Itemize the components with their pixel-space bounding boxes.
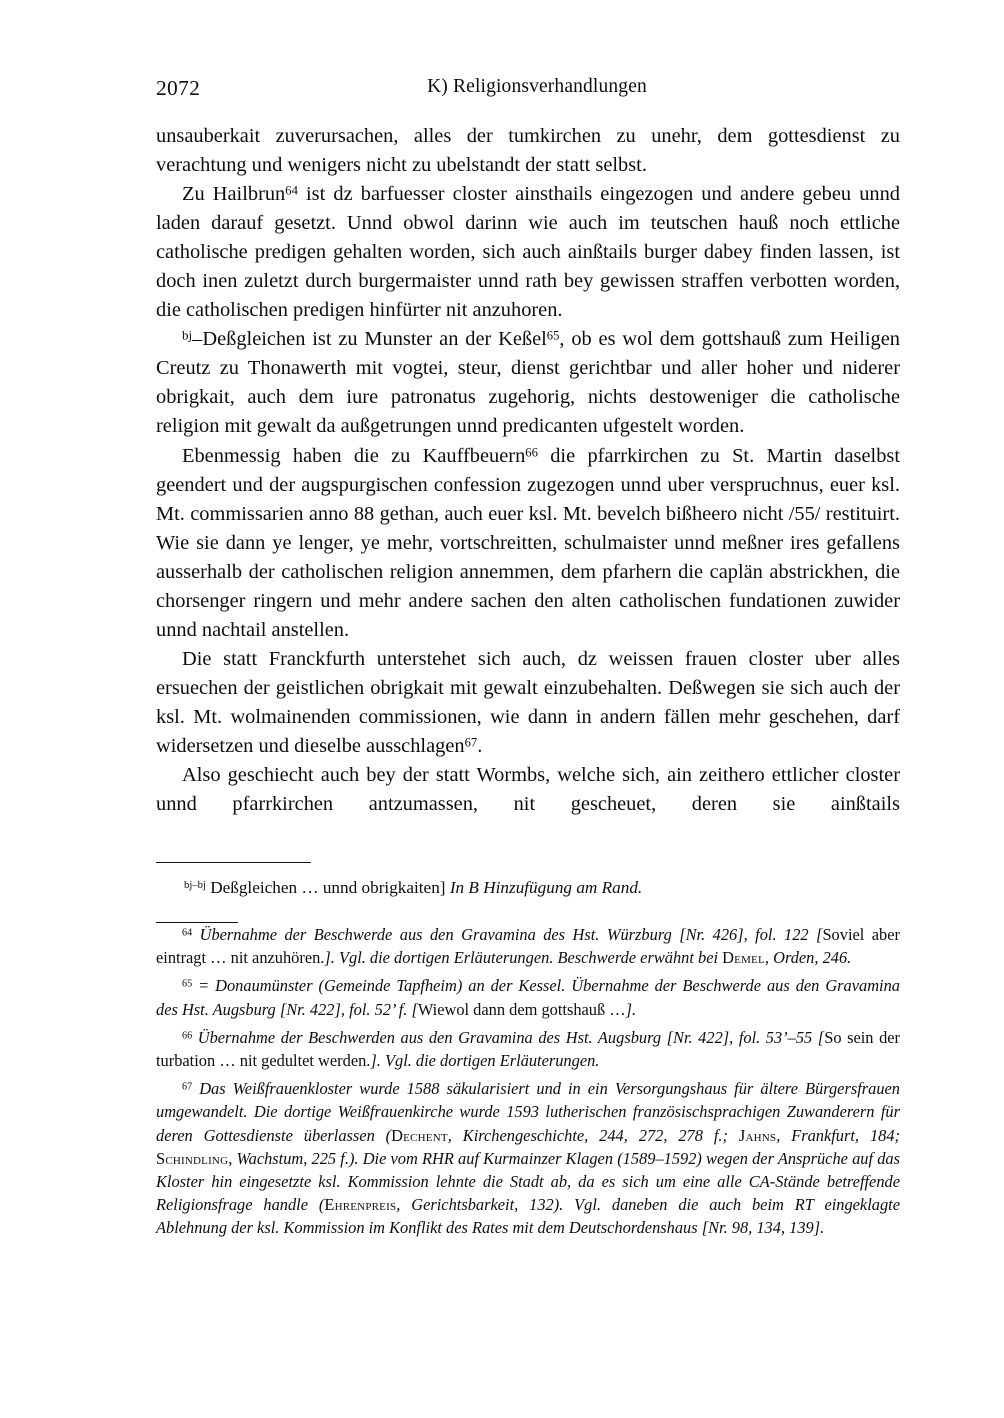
paragraph-text: Ebenmessig haben die zu Kauffbeuern (182, 444, 526, 467)
footnote-text-italic: , Gerichtsbarkeit, 132). Vgl. daneben die auch beim RT eingeklagte Ablehnung der ksl. Kommission im Konflikt des Rates mit dem Deutschordenshaus [Nr. 98, 134, 139]. (156, 1195, 900, 1238)
footnote-text-italic: ]. (625, 999, 637, 1019)
para-kauffbeuern (156, 442, 900, 645)
variant-bj (156, 876, 900, 900)
paragraph-text: , ob es wol dem gottshauß zum Heiligen Creutz zu Thonawerth mit vogtei, steur, dienst gerichtbar und aller hoher und niderer obrigkait, auch dem iure patronatus zugehorig, nichts destoweniger die catholische religion mit gewalt da außgetrungen unnd predicanten ufgestelt worden. (156, 328, 900, 438)
paragraph-text: Zu Hailbrun (182, 183, 286, 206)
paragraph-text: ist dz barfuesser closter ainsthails eingezogen und andere gebeu unnd laden darauf gesetzt. Unnd obwol darinn wie auch im teutschen hauß noch ettliche catholische predigen gehalten worden, sich auch ainßtails burger dabey finden lassen, ist doch inen zuletzt durch burgermaister unnd rath bey gewissen straffen verbotten worden, die catholischen predigen hinfürter nit anzuhoren. (156, 183, 901, 322)
paragraph-text: die pfarrkirchen zu St. Martin daselbst geendert und der augspurgischen confession zugezogen unnd uber verspruchnus, euer ksl. Mt. commissarien anno 88 gethan, auch euer ksl. Mt. bevelch bißheero nicht /55/ restituirt. Wie sie dann ye lenger, ye mehr, vortschreitten, schulmaister unnd meßner ires gefallens ausserhalb der catholischen religion annemmen, dem pfarhern die caplän abstrickhen, die chorsenger ringern und mehr andere sachen den alten catholischen fundationen zuwider unnd nachtail anstellen. (156, 444, 900, 641)
paragraph-text: Die statt Franckfurth unterstehet sich auch, dz weissen frauen closter uber alles ersuechen der geistlichen obrigkait mit gewalt einzubehalten. Deßwegen sie sich auch der ksl. Mt. wolmainenden commissionen, wie dann in andern fällen mehr geschehen, darf widersetzen und dieselbe ausschlagen (156, 647, 900, 757)
footnote-reference[interactable]: 66 (525, 444, 538, 459)
footnote-number[interactable]: 64 (182, 927, 193, 939)
footnote-text-italic: , Wachstum, 225 f.). Die vom RHR auf Kurmainzer Klagen (1589–1592) wegen der Ansprüche auf das Kloster hin eingesetzte ksl. Kommission lehnte die Stadt ab, da es sich um eine alle CA-Stände betreffende Religionsfrage handle ( (156, 1148, 900, 1215)
footnote-number[interactable]: 66 (182, 1030, 193, 1042)
footnote-text-italic: Das Weißfrauenkloster wurde 1588 säkularisiert und in ein Versorgungshaus für ältere Bürgersfrauen umgewandelt. Die dortige Weißfrauenkirche wurde 1593 lutherischen französischsprachigen Zuwanderern für deren Gottesdienste überlassen ( (156, 1079, 901, 1145)
para-wormbs (156, 761, 900, 848)
footnote-text-italic: Übernahme der Beschwerde aus den Gravamina des Hst. Würzburg [Nr. 426], fol. 122 [ (199, 925, 823, 944)
paragraph-text: unsauberkait zuverursachen, alles der tumkirchen zu unehr, dem gottesdienst zu verachtung und wenigers nicht zu ubelstandt der statt selbst. (156, 125, 900, 177)
justify-filler (156, 822, 900, 844)
variant-lemma: Deßgleichen … unnd obrigkaiten] (210, 878, 446, 897)
footnote-reference[interactable]: 64 (285, 183, 298, 198)
footnote-quoted-text: Wiewol dann dem gottshauß … (417, 999, 626, 1019)
para-unsauberkait (156, 122, 900, 180)
variant-reading: In B Hinzufügung am Rand. (449, 878, 643, 897)
paragraph-text: Deßgleichen ist zu Munster an der Keßel (202, 328, 547, 351)
variant-marker: bj (182, 327, 193, 343)
footnote-reference[interactable]: 65 (546, 328, 560, 343)
footnote-text-italic: , Orden, 246. (764, 948, 852, 968)
note-66 (156, 1026, 900, 1072)
variant-apparatus (156, 876, 900, 900)
footnote-author-name: Demel (722, 948, 765, 968)
paragraph-text: . (477, 734, 483, 757)
footnote-quoted-text: So sein der turbation … nit gedultet werden. (156, 1027, 901, 1071)
footnote-text-italic: Übernahme der Beschwerden aus den Gravamina des Hst. Augsburg [Nr. 422], fol. 53’–55 [ (197, 1027, 825, 1047)
footnote-number[interactable]: 65 (182, 978, 193, 990)
running-head (156, 76, 900, 102)
apparatus-spacer (156, 900, 900, 922)
footnote-text-italic: = Donaumünster (Gemeinde Tapfheim) an der Kessel. Übernahme der Beschwerde aus den Gravamina des Hst. Augsburg [Nr. 422], fol. 52’ f. [ (156, 976, 900, 1019)
note-67 (156, 1077, 900, 1239)
variant-siglum: bj–bj (184, 880, 206, 892)
para-munster: $^{bj}$–Deßgleichen ist zu Munster an der Keßel$^{65}$, ob es wol dem gottshauß zum Heiligen Creutz zu Thonawerth mit vogtei, steur, dienst gerichtbar und aller hoher und niderer obrigkait, auch dem iure patronatus zugehorig, nichts destoweniger die catholische religion mit gewalt da außgetrungen unnd predicanten ufgestelt worden. (156, 327, 900, 438)
paragraph-text: Also geschiecht auch bey der statt Wormbs, welche sich, ain zeithero ettlicher closter unnd pfarrkirchen antzumassen, nit gescheuet, deren sie ainßtails (156, 764, 900, 816)
footnote-text-italic: , Frankfurt, 184; (776, 1125, 900, 1145)
footnote-author-name: Schindling (156, 1148, 229, 1168)
body-text-block (156, 122, 900, 848)
footnote-author-name: Jahns (738, 1125, 777, 1145)
critical-apparatus (156, 862, 900, 1240)
note-65 (156, 974, 900, 1020)
para-franckfurth (156, 645, 900, 761)
variant-apparatus-rule (156, 862, 311, 863)
footnote-quoted-text: Soviel aber eintragt … nit anzuhören. (156, 925, 900, 968)
footnote-author-name: Dechent (391, 1125, 448, 1145)
footnote-text-italic: ]. Vgl. die dortigen Erläuterungen. Beschwerde erwähnt bei (324, 948, 723, 968)
note-64 (156, 923, 900, 969)
footnote-number[interactable]: 67 (182, 1081, 193, 1093)
para-hailbrun (156, 180, 900, 325)
footnote-text-italic: ]. Vgl. die dortigen Erläuterungen. (370, 1051, 600, 1071)
footnote-reference[interactable]: 67 (464, 735, 478, 750)
footnotes (156, 923, 900, 1240)
footnote-text-italic: , Kirchengeschichte, 244, 272, 278 f.; (447, 1125, 739, 1145)
page-number: 2072 (156, 76, 201, 100)
footnote-author-name: Ehrenpreis (324, 1195, 397, 1215)
running-title: K) Religionsverhandlungen (427, 76, 647, 97)
